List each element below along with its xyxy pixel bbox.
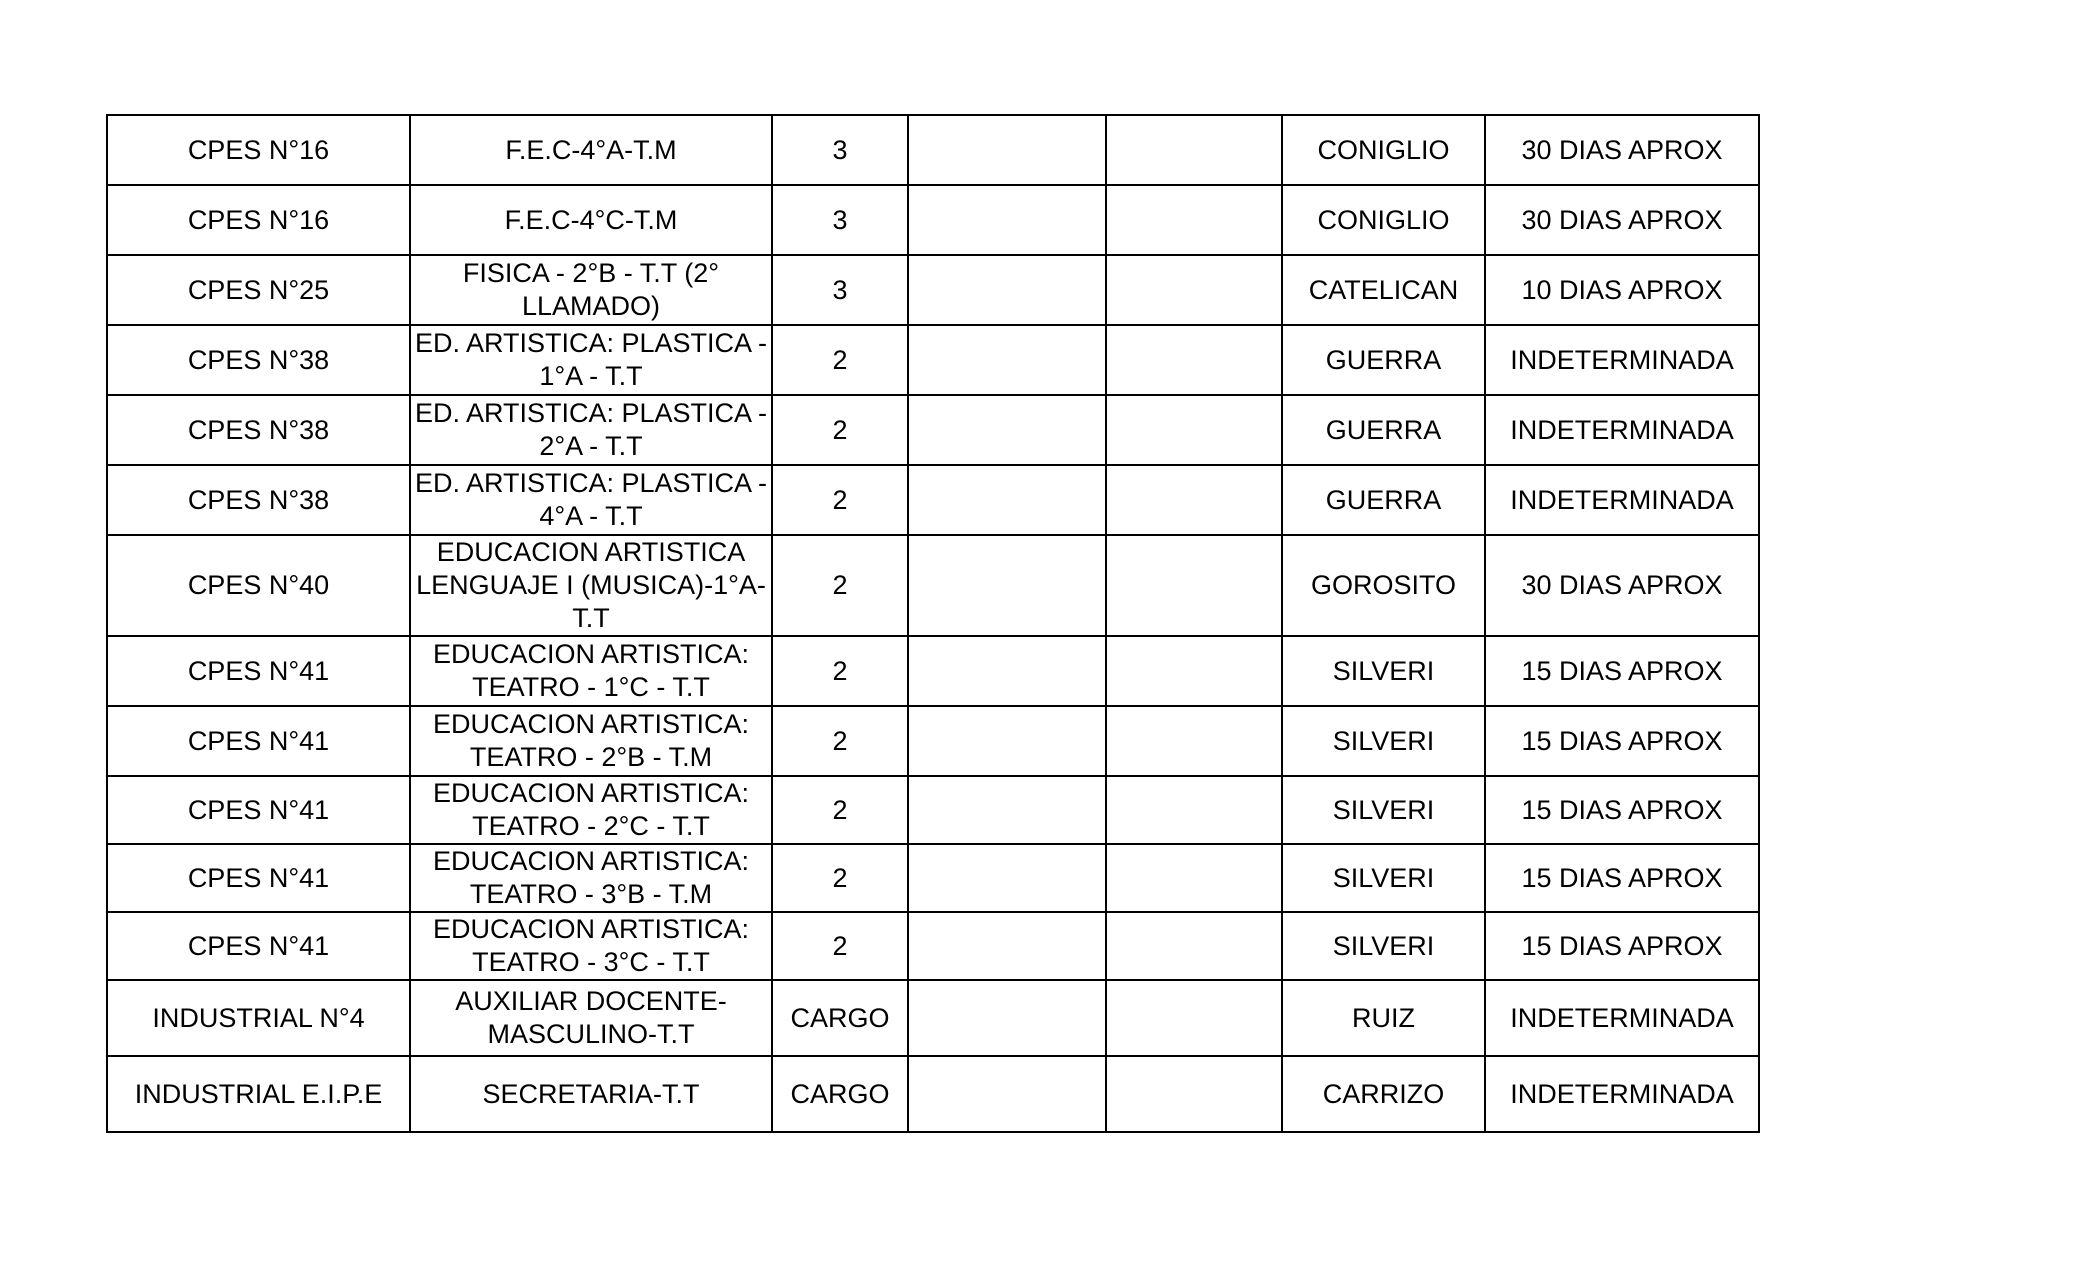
table-row <box>107 844 1759 912</box>
duration-cell: INDETERMINADA <box>1485 980 1759 1056</box>
hours-cell: 2 <box>772 325 908 395</box>
empty-cell <box>908 185 1106 255</box>
empty-cell <box>1106 255 1282 325</box>
teacher-cell: GOROSITO <box>1282 535 1485 636</box>
school-cell: CPES N°41 <box>107 912 410 980</box>
school-cell: CPES N°38 <box>107 395 410 465</box>
table-row <box>107 255 1759 325</box>
hours-cell: 2 <box>772 395 908 465</box>
table-row <box>107 706 1759 776</box>
subject-cell: ED. ARTISTICA: PLASTICA - 2°A - T.T <box>410 395 772 465</box>
empty-cell <box>908 844 1106 912</box>
subject-cell: F.E.C-4°C-T.M <box>410 185 772 255</box>
school-cell: CPES N°40 <box>107 535 410 636</box>
subject-cell: EDUCACION ARTISTICA: TEATRO - 3°B - T.M <box>410 844 772 912</box>
empty-cell <box>908 1056 1106 1132</box>
empty-cell <box>1106 465 1282 535</box>
school-cell: CPES N°38 <box>107 465 410 535</box>
table-row <box>107 912 1759 980</box>
duration-cell: 15 DIAS APROX <box>1485 706 1759 776</box>
teacher-cell: RUIZ <box>1282 980 1485 1056</box>
teacher-cell: SILVERI <box>1282 706 1485 776</box>
teacher-cell: SILVERI <box>1282 636 1485 706</box>
empty-cell <box>908 465 1106 535</box>
subject-cell: SECRETARIA-T.T <box>410 1056 772 1132</box>
subject-cell: EDUCACION ARTISTICA: TEATRO - 2°C - T.T <box>410 776 772 844</box>
school-cell: CPES N°16 <box>107 115 410 185</box>
duration-cell: 15 DIAS APROX <box>1485 912 1759 980</box>
teacher-cell: CONIGLIO <box>1282 185 1485 255</box>
teacher-cell: CARRIZO <box>1282 1056 1485 1132</box>
school-cell: CPES N°16 <box>107 185 410 255</box>
hours-cell: 2 <box>772 844 908 912</box>
table-row <box>107 636 1759 706</box>
empty-cell <box>1106 912 1282 980</box>
hours-cell: 2 <box>772 706 908 776</box>
duration-cell: 15 DIAS APROX <box>1485 844 1759 912</box>
hours-cell: CARGO <box>772 1056 908 1132</box>
empty-cell <box>1106 636 1282 706</box>
table-row <box>107 776 1759 844</box>
subject-cell: EDUCACION ARTISTICA LENGUAJE I (MUSICA)-1°A-T.T <box>410 535 772 636</box>
vacancy-table <box>106 114 1760 1133</box>
empty-cell <box>908 325 1106 395</box>
empty-cell <box>908 912 1106 980</box>
hours-cell: CARGO <box>772 980 908 1056</box>
empty-cell <box>1106 776 1282 844</box>
subject-cell: ED. ARTISTICA: PLASTICA - 4°A - T.T <box>410 465 772 535</box>
empty-cell <box>1106 844 1282 912</box>
empty-cell <box>1106 325 1282 395</box>
subject-cell: EDUCACION ARTISTICA: TEATRO - 3°C - T.T <box>410 912 772 980</box>
empty-cell <box>1106 980 1282 1056</box>
empty-cell <box>1106 395 1282 465</box>
table-row <box>107 1056 1759 1132</box>
empty-cell <box>1106 185 1282 255</box>
duration-cell: 30 DIAS APROX <box>1485 185 1759 255</box>
table-row <box>107 980 1759 1056</box>
hours-cell: 2 <box>772 912 908 980</box>
hours-cell: 2 <box>772 465 908 535</box>
table-row <box>107 115 1759 185</box>
table-row <box>107 325 1759 395</box>
empty-cell <box>1106 115 1282 185</box>
subject-cell: EDUCACION ARTISTICA: TEATRO - 2°B - T.M <box>410 706 772 776</box>
empty-cell <box>908 776 1106 844</box>
school-cell: CPES N°25 <box>107 255 410 325</box>
hours-cell: 2 <box>772 535 908 636</box>
hours-cell: 3 <box>772 185 908 255</box>
school-cell: CPES N°41 <box>107 844 410 912</box>
subject-cell: EDUCACION ARTISTICA: TEATRO - 1°C - T.T <box>410 636 772 706</box>
school-cell: CPES N°41 <box>107 776 410 844</box>
duration-cell: 15 DIAS APROX <box>1485 776 1759 844</box>
hours-cell: 2 <box>772 776 908 844</box>
school-cell: INDUSTRIAL N°4 <box>107 980 410 1056</box>
hours-cell: 3 <box>772 115 908 185</box>
duration-cell: INDETERMINADA <box>1485 325 1759 395</box>
duration-cell: 10 DIAS APROX <box>1485 255 1759 325</box>
table-row <box>107 535 1759 636</box>
duration-cell: INDETERMINADA <box>1485 465 1759 535</box>
empty-cell <box>1106 706 1282 776</box>
duration-cell: 30 DIAS APROX <box>1485 535 1759 636</box>
teacher-cell: GUERRA <box>1282 465 1485 535</box>
teacher-cell: CONIGLIO <box>1282 115 1485 185</box>
subject-cell: FISICA - 2°B - T.T (2° LLAMADO) <box>410 255 772 325</box>
school-cell: CPES N°38 <box>107 325 410 395</box>
school-cell: INDUSTRIAL E.I.P.E <box>107 1056 410 1132</box>
hours-cell: 2 <box>772 636 908 706</box>
teacher-cell: SILVERI <box>1282 776 1485 844</box>
duration-cell: INDETERMINADA <box>1485 395 1759 465</box>
empty-cell <box>1106 1056 1282 1132</box>
duration-cell: 15 DIAS APROX <box>1485 636 1759 706</box>
empty-cell <box>908 636 1106 706</box>
hours-cell: 3 <box>772 255 908 325</box>
subject-cell: F.E.C-4°A-T.M <box>410 115 772 185</box>
empty-cell <box>908 395 1106 465</box>
empty-cell <box>908 706 1106 776</box>
table-row <box>107 185 1759 255</box>
empty-cell <box>908 255 1106 325</box>
table-row <box>107 395 1759 465</box>
duration-cell: INDETERMINADA <box>1485 1056 1759 1132</box>
teacher-cell: GUERRA <box>1282 325 1485 395</box>
teacher-cell: GUERRA <box>1282 395 1485 465</box>
teacher-cell: CATELICAN <box>1282 255 1485 325</box>
teacher-cell: SILVERI <box>1282 912 1485 980</box>
empty-cell <box>908 535 1106 636</box>
teacher-cell: SILVERI <box>1282 844 1485 912</box>
subject-cell: ED. ARTISTICA: PLASTICA - 1°A - T.T <box>410 325 772 395</box>
empty-cell <box>908 980 1106 1056</box>
school-cell: CPES N°41 <box>107 706 410 776</box>
subject-cell: AUXILIAR DOCENTE-MASCULINO-T.T <box>410 980 772 1056</box>
school-cell: CPES N°41 <box>107 636 410 706</box>
table-row <box>107 465 1759 535</box>
duration-cell: 30 DIAS APROX <box>1485 115 1759 185</box>
empty-cell <box>1106 535 1282 636</box>
empty-cell <box>908 115 1106 185</box>
